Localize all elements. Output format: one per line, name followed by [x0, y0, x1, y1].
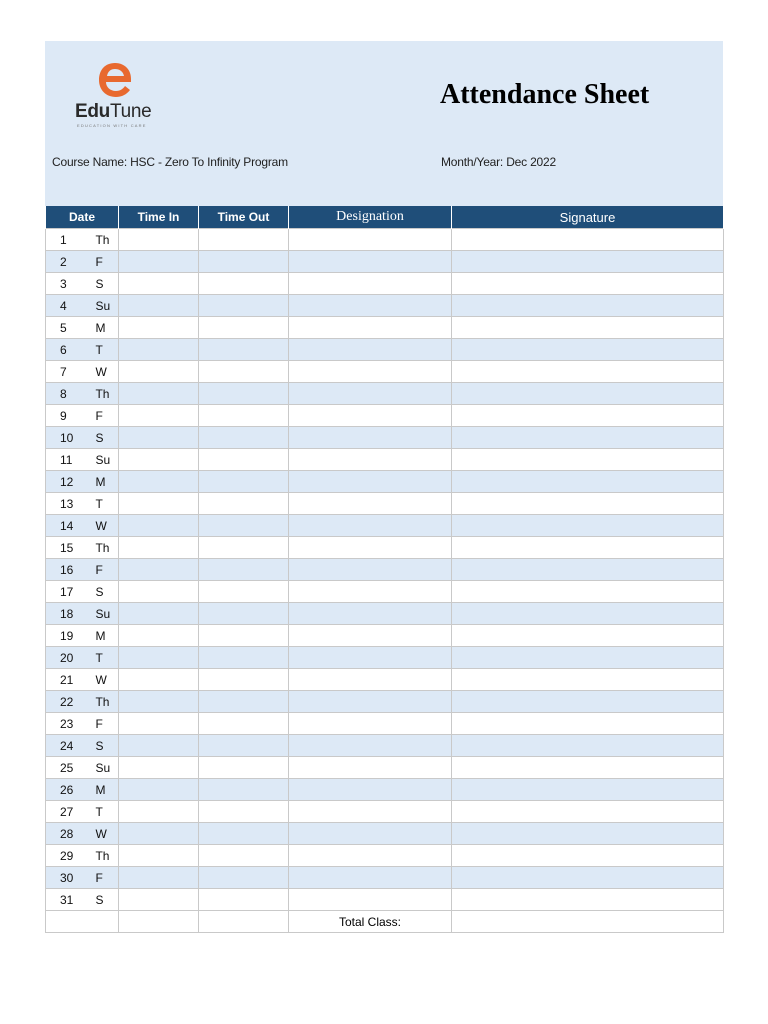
day-number: 18	[60, 606, 74, 621]
table-row	[46, 647, 724, 669]
signature-cell[interactable]	[452, 625, 724, 647]
day-of-week: S	[95, 276, 104, 291]
designation-cell[interactable]	[289, 713, 452, 735]
signature-cell[interactable]	[452, 581, 724, 603]
time-out-cell[interactable]	[199, 251, 289, 273]
designation-cell[interactable]	[289, 229, 452, 251]
day-of-week: T	[95, 342, 103, 357]
table-row	[46, 713, 724, 735]
date-cell	[46, 295, 119, 317]
time-out-cell[interactable]	[199, 867, 289, 889]
date-cell	[46, 361, 119, 383]
day-of-week: Su	[95, 298, 111, 313]
designation-cell[interactable]	[289, 405, 452, 427]
date-cell	[46, 823, 119, 845]
designation-cell[interactable]	[289, 559, 452, 581]
designation-cell[interactable]	[289, 669, 452, 691]
time-out-cell[interactable]	[199, 559, 289, 581]
total-blank-cell	[46, 911, 119, 933]
day-of-week: Su	[95, 606, 111, 621]
designation-cell[interactable]	[289, 383, 452, 405]
designation-cell[interactable]	[289, 515, 452, 537]
time-in-cell[interactable]	[119, 229, 199, 251]
date-cell	[46, 449, 119, 471]
day-number: 29	[60, 848, 74, 863]
time-out-cell[interactable]	[199, 801, 289, 823]
day-number: 23	[60, 716, 74, 731]
time-out-cell[interactable]	[199, 581, 289, 603]
day-number: 10	[60, 430, 74, 445]
date-cell	[46, 647, 119, 669]
header-date: Date	[46, 206, 119, 229]
day-of-week: Th	[95, 848, 110, 863]
date-cell	[46, 845, 119, 867]
table-row	[46, 471, 724, 493]
time-out-cell[interactable]	[199, 427, 289, 449]
time-out-cell[interactable]	[199, 603, 289, 625]
designation-cell[interactable]	[289, 339, 452, 361]
signature-cell[interactable]	[452, 471, 724, 493]
header-time-in: Time In	[119, 206, 199, 229]
date-cell	[46, 625, 119, 647]
designation-cell[interactable]	[289, 537, 452, 559]
designation-cell[interactable]	[289, 603, 452, 625]
time-in-cell[interactable]	[119, 449, 199, 471]
time-in-cell[interactable]	[119, 867, 199, 889]
day-of-week: M	[95, 782, 106, 797]
day-number: 1	[60, 232, 67, 247]
day-number: 21	[60, 672, 74, 687]
signature-cell[interactable]	[452, 603, 724, 625]
month-year: Month/Year: Dec 2022	[441, 155, 556, 169]
time-in-cell[interactable]	[119, 515, 199, 537]
day-of-week: Su	[95, 452, 111, 467]
day-of-week: F	[95, 254, 103, 269]
designation-cell[interactable]	[289, 493, 452, 515]
day-number: 22	[60, 694, 74, 709]
designation-cell[interactable]	[289, 273, 452, 295]
signature-cell[interactable]	[452, 449, 724, 471]
signature-cell[interactable]	[452, 559, 724, 581]
date-cell	[46, 889, 119, 911]
signature-cell[interactable]	[452, 317, 724, 339]
signature-cell[interactable]	[452, 251, 724, 273]
date-cell	[46, 735, 119, 757]
day-number: 15	[60, 540, 74, 555]
signature-cell[interactable]	[452, 515, 724, 537]
designation-cell[interactable]	[289, 779, 452, 801]
table-row	[46, 559, 724, 581]
day-of-week: T	[95, 804, 103, 819]
day-of-week: F	[95, 562, 103, 577]
table-row	[46, 845, 724, 867]
time-out-cell[interactable]	[199, 515, 289, 537]
day-number: 7	[60, 364, 67, 379]
header-signature: Signature	[452, 206, 724, 229]
day-number: 13	[60, 496, 74, 511]
time-in-cell[interactable]	[119, 889, 199, 911]
time-out-cell[interactable]	[199, 317, 289, 339]
table-row	[46, 581, 724, 603]
day-number: 25	[60, 760, 74, 775]
day-number: 17	[60, 584, 74, 599]
date-cell	[46, 713, 119, 735]
table-header-row	[46, 206, 724, 229]
table-row	[46, 339, 724, 361]
signature-cell[interactable]	[452, 801, 724, 823]
time-out-cell[interactable]	[199, 471, 289, 493]
table-row	[46, 691, 724, 713]
time-in-cell[interactable]	[119, 317, 199, 339]
table-row	[46, 625, 724, 647]
table-row	[46, 515, 724, 537]
time-in-cell[interactable]	[119, 845, 199, 867]
designation-cell[interactable]	[289, 801, 452, 823]
time-out-cell[interactable]	[199, 537, 289, 559]
table-row	[46, 889, 724, 911]
time-out-cell[interactable]	[199, 625, 289, 647]
designation-cell[interactable]	[289, 471, 452, 493]
day-number: 24	[60, 738, 74, 753]
day-number: 20	[60, 650, 74, 665]
day-number: 4	[60, 298, 67, 313]
time-in-cell[interactable]	[119, 251, 199, 273]
time-in-cell[interactable]	[119, 647, 199, 669]
time-out-cell[interactable]	[199, 405, 289, 427]
date-cell	[46, 581, 119, 603]
day-of-week: S	[95, 584, 104, 599]
page-title: Attendance Sheet	[440, 79, 650, 110]
time-in-cell[interactable]	[119, 383, 199, 405]
time-out-cell[interactable]	[199, 361, 289, 383]
logo-tagline: EDUCATION WITH CARE	[77, 123, 147, 128]
time-in-cell[interactable]	[119, 581, 199, 603]
time-in-cell[interactable]	[119, 361, 199, 383]
designation-cell[interactable]	[289, 867, 452, 889]
time-in-cell[interactable]	[119, 713, 199, 735]
signature-cell[interactable]	[452, 889, 724, 911]
signature-cell[interactable]	[452, 757, 724, 779]
signature-cell[interactable]	[452, 867, 724, 889]
signature-cell[interactable]	[452, 669, 724, 691]
day-of-week: W	[95, 672, 107, 687]
table-row	[46, 735, 724, 757]
time-in-cell[interactable]	[119, 779, 199, 801]
table-row	[46, 757, 724, 779]
designation-cell[interactable]	[289, 449, 452, 471]
signature-cell[interactable]	[452, 229, 724, 251]
table-row	[46, 295, 724, 317]
signature-cell[interactable]	[452, 493, 724, 515]
day-of-week: S	[95, 430, 104, 445]
date-cell	[46, 867, 119, 889]
time-out-cell[interactable]	[199, 713, 289, 735]
signature-cell[interactable]	[452, 845, 724, 867]
designation-cell[interactable]	[289, 757, 452, 779]
day-number: 2	[60, 254, 67, 269]
designation-cell[interactable]	[289, 735, 452, 757]
designation-cell[interactable]	[289, 361, 452, 383]
time-in-cell[interactable]	[119, 559, 199, 581]
table-row	[46, 867, 724, 889]
day-of-week: W	[95, 826, 107, 841]
table-row	[46, 405, 724, 427]
date-cell	[46, 273, 119, 295]
day-number: 30	[60, 870, 74, 885]
designation-cell[interactable]	[289, 647, 452, 669]
signature-cell[interactable]	[452, 361, 724, 383]
designation-cell[interactable]	[289, 251, 452, 273]
time-out-cell[interactable]	[199, 889, 289, 911]
day-number: 8	[60, 386, 67, 401]
time-in-cell[interactable]	[119, 801, 199, 823]
day-number: 28	[60, 826, 74, 841]
day-number: 6	[60, 342, 67, 357]
designation-cell[interactable]	[289, 427, 452, 449]
total-class-label: Total Class:	[289, 911, 452, 933]
table-body	[46, 229, 724, 911]
date-cell	[46, 493, 119, 515]
time-in-cell[interactable]	[119, 603, 199, 625]
day-number: 19	[60, 628, 74, 643]
signature-cell[interactable]	[452, 273, 724, 295]
day-of-week: T	[95, 496, 103, 511]
time-in-cell[interactable]	[119, 735, 199, 757]
day-of-week: M	[95, 628, 106, 643]
edutune-logo	[75, 61, 165, 131]
day-number: 12	[60, 474, 74, 489]
time-in-cell[interactable]	[119, 757, 199, 779]
day-of-week: M	[95, 320, 106, 335]
date-cell	[46, 229, 119, 251]
time-out-cell[interactable]	[199, 273, 289, 295]
time-out-cell[interactable]	[199, 295, 289, 317]
day-of-week: T	[95, 650, 103, 665]
signature-cell[interactable]	[452, 691, 724, 713]
date-cell	[46, 317, 119, 339]
signature-cell[interactable]	[452, 383, 724, 405]
table-row	[46, 361, 724, 383]
time-in-cell[interactable]	[119, 339, 199, 361]
day-of-week: Th	[95, 386, 110, 401]
time-in-cell[interactable]	[119, 537, 199, 559]
designation-cell[interactable]	[289, 845, 452, 867]
table-row	[46, 603, 724, 625]
day-of-week: Th	[95, 694, 110, 709]
signature-cell[interactable]	[452, 779, 724, 801]
date-cell	[46, 691, 119, 713]
signature-cell[interactable]	[452, 427, 724, 449]
day-of-week: M	[95, 474, 106, 489]
date-cell	[46, 383, 119, 405]
time-out-cell[interactable]	[199, 493, 289, 515]
time-out-cell[interactable]	[199, 383, 289, 405]
date-cell	[46, 669, 119, 691]
table-row	[46, 823, 724, 845]
date-cell	[46, 405, 119, 427]
time-out-cell[interactable]	[199, 735, 289, 757]
designation-cell[interactable]	[289, 889, 452, 911]
time-in-cell[interactable]	[119, 691, 199, 713]
date-cell	[46, 757, 119, 779]
designation-cell[interactable]	[289, 691, 452, 713]
signature-cell[interactable]	[452, 713, 724, 735]
time-in-cell[interactable]	[119, 669, 199, 691]
table-row	[46, 383, 724, 405]
date-cell	[46, 603, 119, 625]
designation-cell[interactable]	[289, 581, 452, 603]
table-row	[46, 669, 724, 691]
time-out-cell[interactable]	[199, 779, 289, 801]
day-number: 11	[60, 452, 73, 467]
table-row	[46, 229, 724, 251]
signature-cell[interactable]	[452, 405, 724, 427]
time-out-cell[interactable]	[199, 823, 289, 845]
time-out-cell[interactable]	[199, 845, 289, 867]
designation-cell[interactable]	[289, 823, 452, 845]
date-cell	[46, 559, 119, 581]
signature-cell[interactable]	[452, 735, 724, 757]
time-out-cell[interactable]	[199, 229, 289, 251]
header-time-out: Time Out	[199, 206, 289, 229]
day-of-week: S	[95, 738, 104, 753]
day-of-week: S	[95, 892, 104, 907]
day-of-week: Su	[95, 760, 111, 775]
signature-cell[interactable]	[452, 537, 724, 559]
day-number: 5	[60, 320, 67, 335]
date-cell	[46, 801, 119, 823]
time-in-cell[interactable]	[119, 471, 199, 493]
total-class-value[interactable]	[452, 911, 724, 933]
time-in-cell[interactable]	[119, 427, 199, 449]
total-blank-cell	[119, 911, 199, 933]
total-blank-cell	[199, 911, 289, 933]
day-of-week: W	[95, 364, 107, 379]
course-name: Course Name: HSC - Zero To Infinity Program	[52, 155, 288, 169]
table-row	[46, 317, 724, 339]
date-cell	[46, 537, 119, 559]
time-in-cell[interactable]	[119, 405, 199, 427]
table-row	[46, 251, 724, 273]
date-cell	[46, 779, 119, 801]
table-row	[46, 449, 724, 471]
day-number: 14	[60, 518, 74, 533]
sheet-header	[45, 41, 723, 206]
date-cell	[46, 427, 119, 449]
table-row	[46, 427, 724, 449]
table-row	[46, 801, 724, 823]
day-of-week: F	[95, 870, 103, 885]
date-cell	[46, 515, 119, 537]
table-row	[46, 537, 724, 559]
table-row	[46, 273, 724, 295]
time-out-cell[interactable]	[199, 449, 289, 471]
time-out-cell[interactable]	[199, 691, 289, 713]
time-in-cell[interactable]	[119, 625, 199, 647]
signature-cell[interactable]	[452, 823, 724, 845]
day-of-week: Th	[95, 232, 110, 247]
time-in-cell[interactable]	[119, 493, 199, 515]
day-of-week: Th	[95, 540, 110, 555]
date-cell	[46, 339, 119, 361]
day-number: 16	[60, 562, 74, 577]
table-row	[46, 779, 724, 801]
day-number: 9	[60, 408, 67, 423]
signature-cell[interactable]	[452, 295, 724, 317]
time-in-cell[interactable]	[119, 273, 199, 295]
day-of-week: W	[95, 518, 107, 533]
day-of-week: F	[95, 716, 103, 731]
time-in-cell[interactable]	[119, 823, 199, 845]
day-number: 27	[60, 804, 74, 819]
time-out-cell[interactable]	[199, 757, 289, 779]
attendance-table	[45, 206, 724, 933]
signature-cell[interactable]	[452, 339, 724, 361]
time-out-cell[interactable]	[199, 669, 289, 691]
designation-cell[interactable]	[289, 625, 452, 647]
designation-cell[interactable]	[289, 295, 452, 317]
attendance-sheet	[45, 41, 723, 933]
date-cell	[46, 251, 119, 273]
date-cell	[46, 471, 119, 493]
day-number: 31	[60, 892, 74, 907]
day-of-week: F	[95, 408, 103, 423]
header-designation: Designation	[289, 206, 452, 229]
designation-cell[interactable]	[289, 317, 452, 339]
day-number: 3	[60, 276, 67, 291]
day-number: 26	[60, 782, 74, 797]
time-out-cell[interactable]	[199, 339, 289, 361]
time-in-cell[interactable]	[119, 295, 199, 317]
edutune-e-icon	[97, 61, 133, 99]
signature-cell[interactable]	[452, 647, 724, 669]
table-row	[46, 493, 724, 515]
total-row	[46, 911, 724, 933]
time-out-cell[interactable]	[199, 647, 289, 669]
logo-wordmark: EduTune	[75, 101, 152, 122]
